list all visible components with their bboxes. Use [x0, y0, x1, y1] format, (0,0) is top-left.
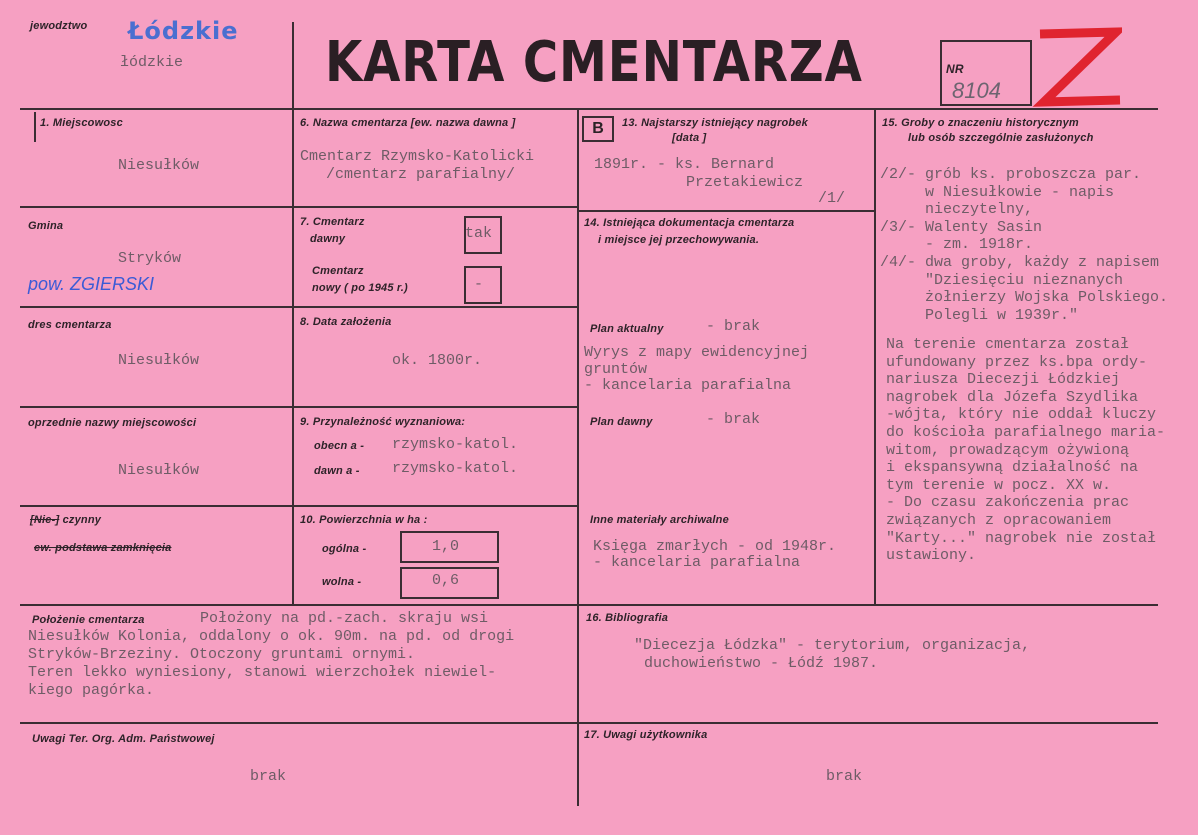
plan-current-value: - brak	[706, 318, 761, 335]
note-line: Na terenie cmentarza został	[886, 336, 1130, 353]
divider	[20, 306, 578, 308]
category-letter	[1030, 26, 1122, 110]
field-6-label: 6. Nazwa cmentarza [ew. nazwa dawna ]	[300, 117, 516, 129]
area-total-label: ogólna -	[322, 543, 367, 555]
field-7-old-label-1: 7. Cmentarz	[300, 216, 365, 228]
plan-former-value: - brak	[706, 411, 761, 428]
field-1-label: 1. Miejscowosc	[40, 117, 123, 129]
field-15-label-2: lub osób szczególnie zasłużonych	[908, 132, 1094, 144]
nr-value: 8104	[952, 78, 1001, 103]
plan-current-line-1: Wyrys z mapy ewidencyjnej	[584, 344, 810, 361]
field-6-line2: /cmentarz parafialny/	[326, 166, 516, 183]
divider	[34, 112, 36, 142]
new-cemetery-value: -	[474, 276, 484, 293]
divider	[20, 604, 1158, 606]
other-materials-line-1: Księga zmarłych - od 1948r.	[593, 538, 837, 555]
field-17-label: 17. Uwagi użytkownika	[584, 729, 708, 741]
note-line: ustawiony.	[886, 547, 977, 565]
field-15-label-1: 15. Groby o znaczeniu historycznym	[882, 117, 1079, 129]
location-line-5: kiego pagórka.	[28, 682, 155, 699]
field-9-current-label: obecn a -	[314, 440, 365, 452]
bibliography-line-2: duchowieństwo - Łódź 1987.	[644, 655, 879, 672]
old-cemetery-value: tak	[465, 225, 493, 242]
previous-names-value: Niesułków	[118, 462, 200, 479]
user-remarks-value: brak	[826, 768, 863, 785]
historic-grave-line: /2/- grób ks. proboszcza par.	[880, 166, 1142, 183]
field-7-new-label-1: Cmentarz	[312, 265, 364, 277]
field-8-label: 8. Data założenia	[300, 316, 392, 328]
divider	[578, 210, 875, 212]
historic-grave-line: /3/- Walenty Sasin	[880, 218, 1043, 236]
location-line-2: Niesułków Kolonia, oddalony o ok. 90m. na pd. od drogi	[28, 628, 515, 645]
field-8-value: ok. 1800r.	[392, 352, 483, 369]
field-13-line2: Przetakiewicz	[686, 174, 804, 191]
note-line: witom, prowadzącym ożywioną	[886, 441, 1130, 459]
admin-remarks-label: Uwagi Ter. Org. Adm. Państwowej	[32, 733, 215, 745]
gmina-value: Stryków	[118, 250, 182, 267]
gmina-label: Gmina	[28, 220, 64, 232]
field-9-former-label: dawn a -	[314, 465, 360, 477]
historic-grave-line: żołnierzy Wojska Polskiego.	[880, 289, 1169, 307]
location-line-1: Położony na pd.-zach. skraju wsi	[200, 610, 489, 627]
district-handwritten: pow. ZGIERSKI	[28, 274, 155, 294]
field-14-label-2: i miejsce jej przechowywania.	[598, 234, 760, 246]
location-label: Położenie cmentarza	[32, 614, 145, 626]
historic-grave-line: nieczytelny,	[880, 201, 1034, 219]
plan-current-line-2: gruntów	[584, 361, 648, 378]
historic-graves-list	[880, 166, 1168, 324]
divider	[20, 206, 578, 208]
note-line: i ekspansywną działalność na	[886, 459, 1139, 477]
closure-basis-label: ew. podstawa zamknięcia	[34, 542, 172, 554]
note-line: nariusza Diecezji Łódzkiej	[886, 371, 1121, 389]
plan-current-label: Plan aktualny	[590, 323, 664, 335]
field-7-old-label-2: dawny	[310, 233, 346, 245]
adres-label: dres cmentarza	[28, 319, 112, 331]
historic-grave-line: /4/- dwa groby, każdy z napisem	[880, 253, 1160, 271]
field-9-current-value: rzymsko-katol.	[392, 436, 519, 453]
field-7-new-label-2: nowy ( po 1945 r.)	[312, 282, 408, 294]
note-line: związanych z opracowaniem	[886, 511, 1112, 529]
admin-remarks-value: brak	[250, 768, 287, 785]
divider	[20, 108, 1158, 110]
location-line-4: Teren lekko wyniesiony, stanowi wierzchołek niewiel-	[28, 664, 497, 681]
field-10-label: 10. Powierzchnia w ha :	[300, 514, 428, 526]
adres-value: Niesułków	[118, 352, 200, 369]
divider	[20, 406, 578, 408]
note-line: nagrobek dla Józefa Szydlika	[886, 388, 1139, 406]
bibliography-line-1: "Diecezja Łódzka" - terytorium, organizacja,	[634, 637, 1031, 654]
note-line: "Karty..." nagrobek nie został	[886, 529, 1157, 547]
divider	[20, 722, 1158, 724]
field-13-label-1: 13. Najstarszy istniejący nagrobek	[622, 117, 808, 129]
voivodeship-label: jewodztwo	[30, 20, 88, 32]
note-line: - Do czasu zakończenia prac	[886, 494, 1130, 512]
divider	[874, 108, 876, 604]
divider	[577, 108, 579, 806]
historic-grave-line: - zm. 1918r.	[880, 236, 1034, 254]
category-b-badge: B	[582, 116, 614, 142]
divider	[20, 505, 578, 507]
page-title: KARTA CMENTARZA	[325, 30, 863, 95]
voivodeship-stamp: Łódzkie	[128, 17, 239, 45]
other-materials-line-2: - kancelaria parafialna	[593, 554, 801, 571]
active-label-text: czynny	[59, 514, 102, 526]
plan-current-line-3: - kancelaria parafialna	[584, 377, 792, 394]
nr-label: NR	[946, 62, 964, 76]
field-16-label: 16. Bibliografia	[586, 612, 669, 624]
previous-names-label: oprzednie nazwy miejscowości	[28, 417, 197, 429]
active-label	[30, 514, 101, 526]
field-14-label-1: 14. Istniejąca dokumentacja cmentarza	[584, 217, 795, 229]
note-line: ufundowany przez ks.bpa ordy-	[886, 353, 1148, 371]
historic-grave-line: Polegli w 1939r."	[880, 306, 1079, 324]
note-line: tym terenie w pocz. XX w.	[886, 476, 1112, 494]
note-line: do kościoła parafialnego maria-	[886, 423, 1166, 441]
area-free-label: wolna -	[322, 576, 362, 588]
active-label-struck: [Nie-]	[30, 514, 60, 526]
area-free-value: 0,6	[432, 572, 460, 589]
historic-grave-line: w Niesułkowie - napis	[880, 183, 1115, 201]
field-13-line3: /1/	[818, 190, 846, 207]
area-total-value: 1,0	[432, 538, 460, 555]
location-line-3: Stryków-Brzeziny. Otoczony gruntami ornymi.	[28, 646, 416, 663]
field-6-line1: Cmentarz Rzymsko-Katolicki	[300, 148, 535, 165]
field-1-value: Niesułków	[118, 157, 200, 174]
historic-graves-note	[886, 336, 1165, 565]
field-9-label: 9. Przynależność wyznaniowa:	[300, 416, 466, 428]
field-13-label-2: [data ]	[672, 132, 707, 144]
field-9-former-value: rzymsko-katol.	[392, 460, 519, 477]
note-line: -wójta, który nie oddał kluczy	[886, 406, 1157, 424]
plan-former-label: Plan dawny	[590, 416, 653, 428]
field-13-line1: 1891r. - ks. Bernard	[594, 156, 775, 173]
other-materials-label: Inne materiały archiwalne	[590, 514, 729, 526]
historic-grave-line: "Dziesięciu nieznanych	[880, 271, 1124, 289]
voivodeship-typed: łódzkie	[120, 54, 184, 71]
